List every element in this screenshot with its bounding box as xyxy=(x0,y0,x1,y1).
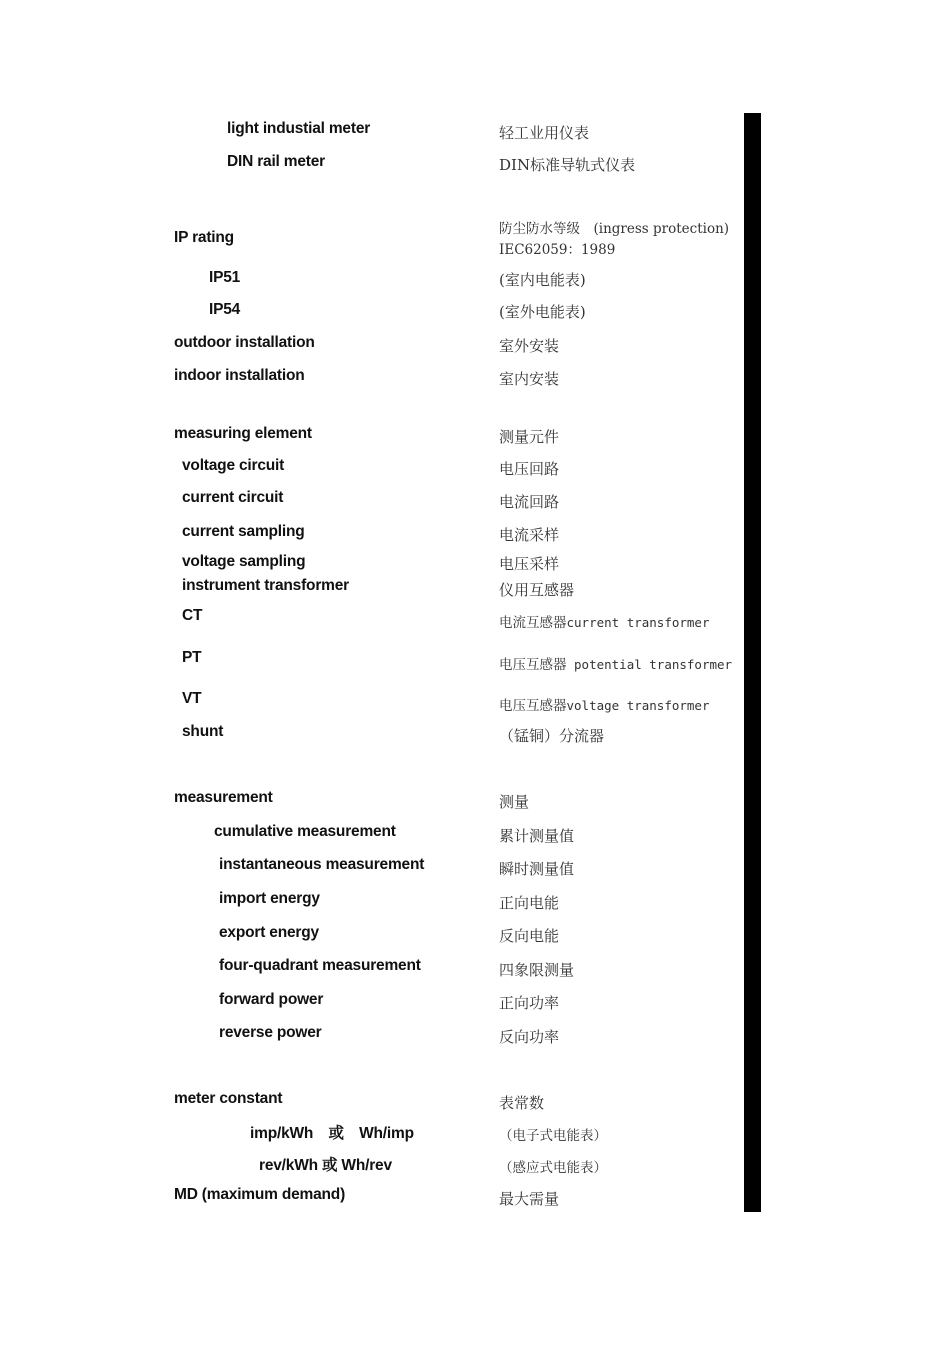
term-zh-cn: 电压互感器 xyxy=(499,698,567,714)
term-en: rev/kWh 或 Wh/rev xyxy=(259,1157,392,1174)
term-zh: 正向功率 xyxy=(499,994,560,1012)
term-en: VT xyxy=(182,690,202,707)
term-en: export energy xyxy=(219,924,319,941)
term-zh: 轻工业用仪表 xyxy=(499,124,590,142)
term-zh: 四象限测量 xyxy=(499,961,575,979)
term-zh: 瞬时测量值 xyxy=(499,860,575,878)
term-zh xyxy=(499,653,732,673)
term-zh: 测量 xyxy=(499,793,530,811)
term-zh-en: voltage transformer xyxy=(566,698,710,713)
term-zh: 反向功率 xyxy=(499,1028,560,1046)
term-en: current circuit xyxy=(182,489,284,506)
term-zh-cn: 电压互感器 xyxy=(499,657,567,673)
term-zh: 表常数 xyxy=(499,1094,545,1112)
term-en: voltage circuit xyxy=(182,457,285,474)
term-zh: 电压回路 xyxy=(499,460,560,478)
term-en: meter constant xyxy=(174,1090,283,1107)
term-en: current sampling xyxy=(182,523,305,540)
term-en: outdoor installation xyxy=(174,334,315,351)
term-zh: 电流采样 xyxy=(499,526,560,544)
term-en: voltage sampling xyxy=(182,553,306,570)
term-en: indoor installation xyxy=(174,367,305,384)
term-en: DIN rail meter xyxy=(227,153,325,170)
term-zh: 室内安装 xyxy=(499,370,560,388)
term-zh: 累计测量值 xyxy=(499,827,575,845)
term-zh-en: current transformer xyxy=(566,615,710,630)
term-zh: (室外电能表) xyxy=(499,303,586,321)
term-en: import energy xyxy=(219,890,320,907)
term-zh: 电压采样 xyxy=(499,555,560,573)
term-zh: 测量元件 xyxy=(499,428,560,446)
page-edge-bar xyxy=(744,113,761,1212)
term-zh: DIN标准导轨式仪表 xyxy=(499,156,636,174)
term-en: IP54 xyxy=(209,301,241,318)
term-zh-cn: 电流互感器 xyxy=(499,615,567,631)
term-zh: 正向电能 xyxy=(499,894,560,912)
term-en: CT xyxy=(182,607,203,624)
term-zh-en: potential transformer xyxy=(566,657,733,672)
term-en: IP51 xyxy=(209,269,241,286)
term-en: reverse power xyxy=(219,1024,322,1041)
term-en: forward power xyxy=(219,991,324,1008)
term-en: shunt xyxy=(182,723,224,740)
term-zh: （锰铜）分流器 xyxy=(499,727,605,745)
term-zh: 仪用互感器 xyxy=(499,581,575,599)
term-en: imp/kWh 或 Wh/imp xyxy=(250,1125,414,1142)
term-zh: 反向电能 xyxy=(499,927,560,945)
term-en: MD (maximum demand) xyxy=(174,1186,346,1203)
term-en: instantaneous measurement xyxy=(219,856,425,873)
term-en: measuring element xyxy=(174,425,312,442)
term-en: instrument transformer xyxy=(182,577,349,594)
term-en: IP rating xyxy=(174,229,234,246)
term-zh xyxy=(499,694,710,714)
term-zh: （感应式电能表） xyxy=(499,1160,607,1176)
term-en: cumulative measurement xyxy=(214,823,396,840)
term-zh: 最大需量 xyxy=(499,1190,560,1208)
term-zh: (室内电能表) xyxy=(499,271,586,289)
term-zh: 室外安装 xyxy=(499,337,560,355)
term-en: PT xyxy=(182,649,202,666)
term-en: light industial meter xyxy=(227,120,371,137)
term-zh xyxy=(499,611,710,631)
term-en: measurement xyxy=(174,789,273,806)
term-en: four-quadrant measurement xyxy=(219,957,421,974)
term-zh: 防尘防水等级 (ingress protection) xyxy=(499,221,730,237)
term-zh: 电流回路 xyxy=(499,493,560,511)
term-zh-standard: IEC62059：1989 xyxy=(499,242,616,258)
term-zh: （电子式电能表） xyxy=(499,1128,607,1144)
